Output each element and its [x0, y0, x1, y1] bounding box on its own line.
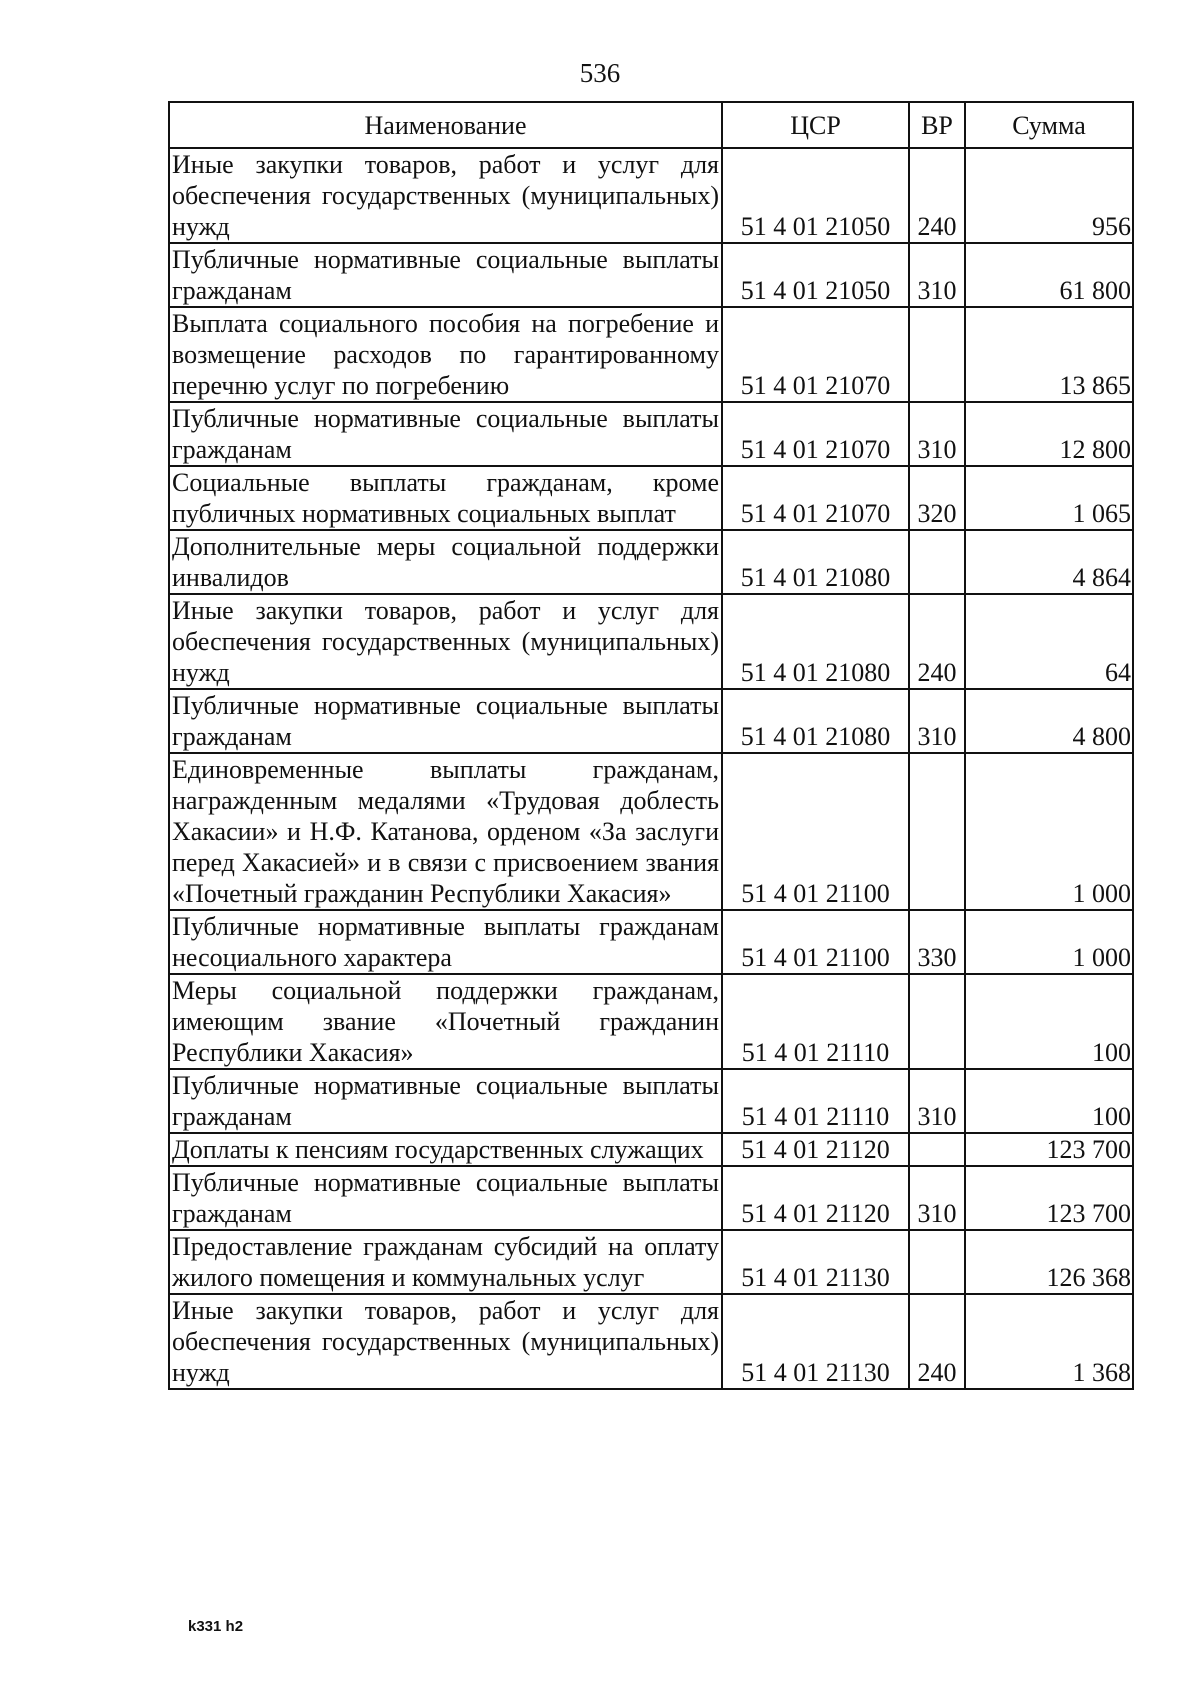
table-row — [169, 307, 1133, 402]
row-code: 51 4 01 21110 — [722, 1069, 909, 1133]
row-name: Публичные нормативные социальные выплаты гражданам — [169, 689, 722, 753]
row-vr: 310 — [909, 1166, 965, 1230]
row-vr: 310 — [909, 243, 965, 307]
table-row — [169, 530, 1133, 594]
row-vr: 240 — [909, 148, 965, 243]
table-header-row — [169, 102, 1133, 148]
row-vr: 330 — [909, 910, 965, 974]
row-sum: 100 — [965, 1069, 1133, 1133]
row-sum: 126 368 — [965, 1230, 1133, 1294]
row-vr — [909, 1230, 965, 1294]
row-name: Публичные нормативные выплаты гражданам несоциального характера — [169, 910, 722, 974]
row-sum: 1 368 — [965, 1294, 1133, 1389]
row-code: 51 4 01 21070 — [722, 307, 909, 402]
row-name: Меры социальной поддержки гражданам, имеющим звание «Почетный гражданин Республики Хакасия» — [169, 974, 722, 1069]
table-row — [169, 1294, 1133, 1389]
row-code: 51 4 01 21080 — [722, 689, 909, 753]
row-code: 51 4 01 21120 — [722, 1133, 909, 1166]
row-code: 51 4 01 21110 — [722, 974, 909, 1069]
table-row — [169, 148, 1133, 243]
row-sum: 1 065 — [965, 466, 1133, 530]
row-vr: 320 — [909, 466, 965, 530]
table-row — [169, 1069, 1133, 1133]
row-sum: 956 — [965, 148, 1133, 243]
table-row — [169, 910, 1133, 974]
table-row — [169, 594, 1133, 689]
row-vr: 310 — [909, 402, 965, 466]
budget-table — [168, 101, 1134, 1390]
row-name: Социальные выплаты гражданам, кроме публичных нормативных социальных выплат — [169, 466, 722, 530]
row-vr — [909, 1133, 965, 1166]
row-name: Единовременные выплаты гражданам, награжденным медалями «Трудовая доблесть Хакасии» и Н.Ф. Катанова, орденом «За заслуги перед Хакасией» и в связи с присвоением звания «Почетный гражданин Республики Хакасия» — [169, 753, 722, 910]
table-row — [169, 466, 1133, 530]
row-code: 51 4 01 21050 — [722, 243, 909, 307]
row-sum: 64 — [965, 594, 1133, 689]
row-code: 51 4 01 21050 — [722, 148, 909, 243]
table-row — [169, 1166, 1133, 1230]
table-row — [169, 402, 1133, 466]
row-sum: 1 000 — [965, 910, 1133, 974]
row-name: Выплата социального пособия на погребение и возмещение расходов по гарантированному перечню услуг по погребению — [169, 307, 722, 402]
header-name: Наименование — [169, 102, 722, 148]
row-vr: 310 — [909, 1069, 965, 1133]
row-sum: 12 800 — [965, 402, 1133, 466]
footer-code: k331 h2 — [188, 1618, 244, 1635]
row-name: Публичные нормативные социальные выплаты гражданам — [169, 243, 722, 307]
row-name: Иные закупки товаров, работ и услуг для обеспечения государственных (муниципальных) нужд — [169, 594, 722, 689]
row-vr — [909, 307, 965, 402]
row-vr: 310 — [909, 689, 965, 753]
row-vr: 240 — [909, 1294, 965, 1389]
row-sum: 4 800 — [965, 689, 1133, 753]
table-row — [169, 243, 1133, 307]
row-name: Публичные нормативные социальные выплаты гражданам — [169, 1069, 722, 1133]
row-name: Публичные нормативные социальные выплаты гражданам — [169, 1166, 722, 1230]
row-sum: 123 700 — [965, 1133, 1133, 1166]
header-vr: ВР — [909, 102, 965, 148]
row-sum: 61 800 — [965, 243, 1133, 307]
row-name: Публичные нормативные социальные выплаты гражданам — [169, 402, 722, 466]
row-code: 51 4 01 21120 — [722, 1166, 909, 1230]
row-vr — [909, 530, 965, 594]
row-code: 51 4 01 21100 — [722, 753, 909, 910]
table-row — [169, 1230, 1133, 1294]
row-code: 51 4 01 21100 — [722, 910, 909, 974]
row-code: 51 4 01 21130 — [722, 1230, 909, 1294]
row-sum: 13 865 — [965, 307, 1133, 402]
table-row — [169, 974, 1133, 1069]
row-code: 51 4 01 21130 — [722, 1294, 909, 1389]
row-sum: 4 864 — [965, 530, 1133, 594]
row-name: Иные закупки товаров, работ и услуг для обеспечения государственных (муниципальных) нужд — [169, 148, 722, 243]
row-name: Предоставление гражданам субсидий на оплату жилого помещения и коммунальных услуг — [169, 1230, 722, 1294]
header-sum: Сумма — [965, 102, 1133, 148]
row-sum: 123 700 — [965, 1166, 1133, 1230]
row-name: Дополнительные меры социальной поддержки инвалидов — [169, 530, 722, 594]
row-code: 51 4 01 21080 — [722, 530, 909, 594]
row-code: 51 4 01 21070 — [722, 466, 909, 530]
table-row — [169, 753, 1133, 910]
row-vr — [909, 974, 965, 1069]
row-vr — [909, 753, 965, 910]
row-code: 51 4 01 21080 — [722, 594, 909, 689]
table-row — [169, 1133, 1133, 1166]
row-vr: 240 — [909, 594, 965, 689]
row-sum: 100 — [965, 974, 1133, 1069]
row-sum: 1 000 — [965, 753, 1133, 910]
page-number: 536 — [579, 58, 621, 88]
row-code: 51 4 01 21070 — [722, 402, 909, 466]
table-row — [169, 689, 1133, 753]
header-code: ЦСР — [722, 102, 909, 148]
row-name: Иные закупки товаров, работ и услуг для обеспечения государственных (муниципальных) нужд — [169, 1294, 722, 1389]
row-name: Доплаты к пенсиям государственных служащих — [169, 1133, 722, 1166]
